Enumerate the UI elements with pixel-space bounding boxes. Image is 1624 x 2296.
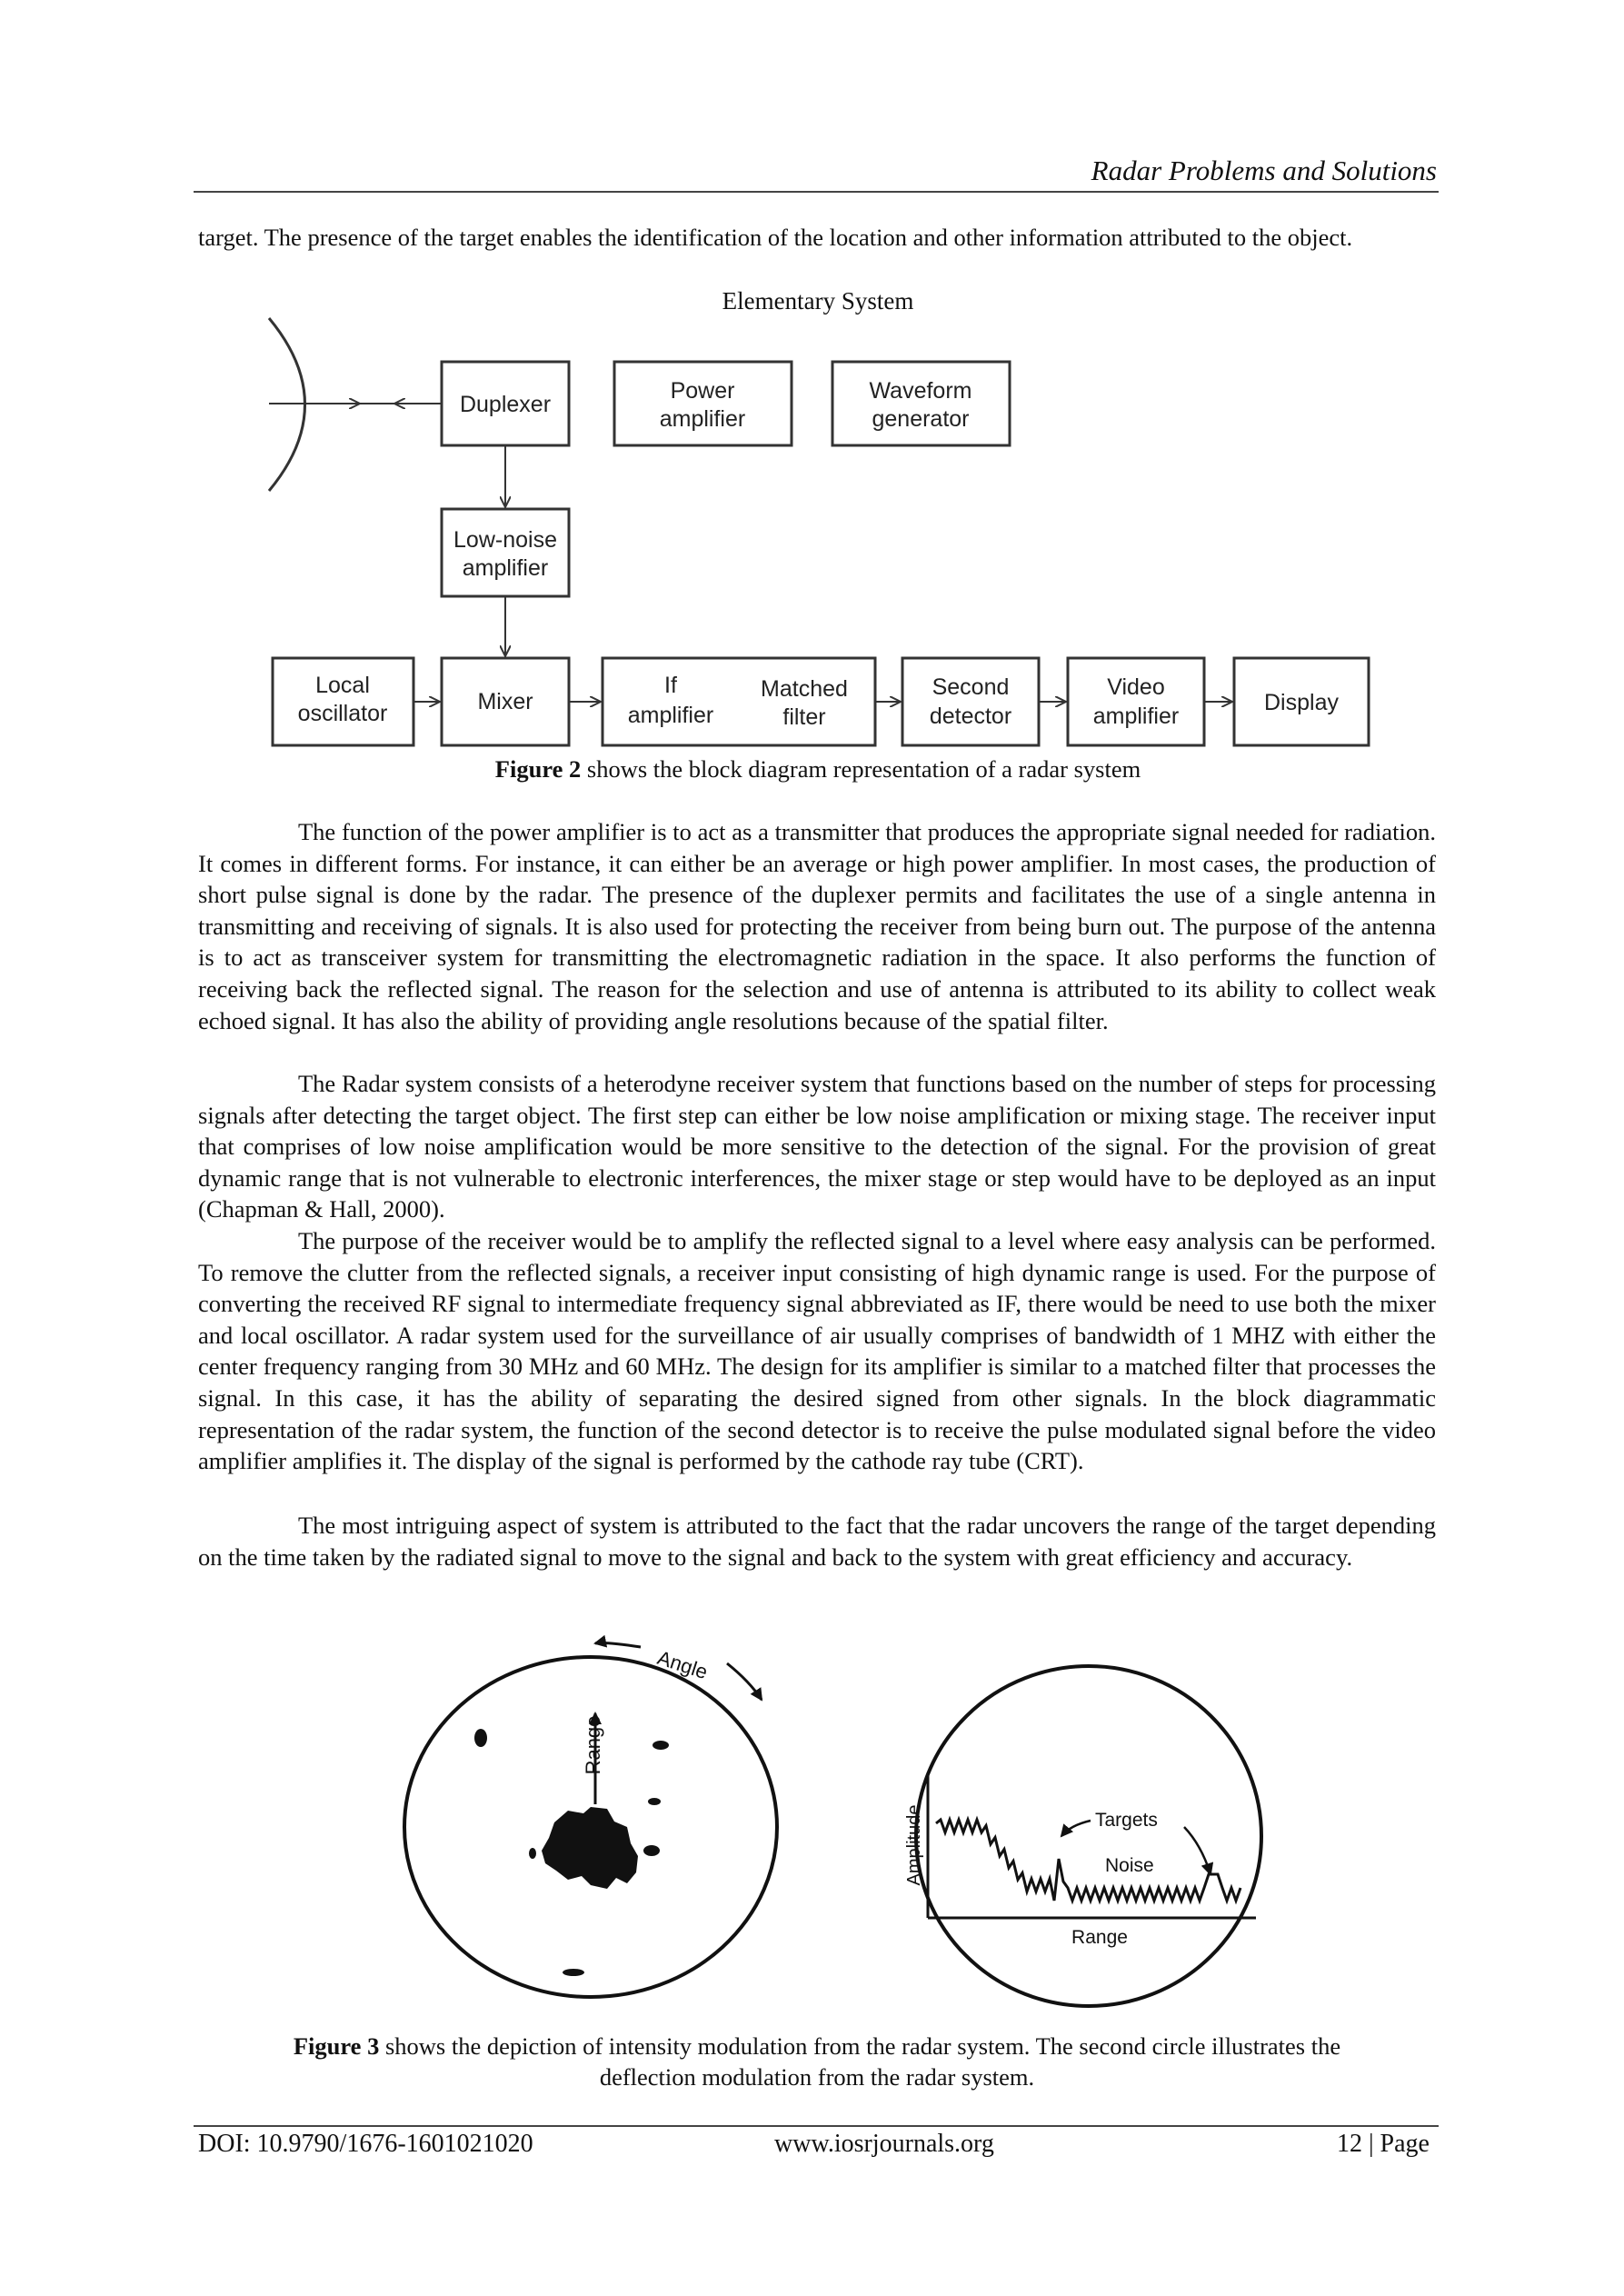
power-amplifier-label-2: amplifier: [659, 406, 746, 432]
targets-label: Targets: [1095, 1810, 1158, 1831]
figure3-caption: [198, 2031, 1436, 2092]
paragraph-range-detection: The most intriguing aspect of system is attributed to the fact that the radar uncovers the range of the target depending on the time taken by the radiated signal to move to the signal and back to the system with great efficiency and accuracy.: [198, 1512, 1436, 1571]
angle-arrow-left: [595, 1643, 641, 1648]
lna-label-2: amplifier: [462, 555, 549, 581]
paragraph-heterodyne-receiver: The Radar system consists of a heterodyne receiver system that functions based on the number of steps for processing signals after detecting the target object. The first step can either be low noise amplification or mixing stage. The receiver input that comprises of low noise amplification would be more sensitive to the detection of the signal. For the provision of great dynamic range that is not vulnerable to electronic interferences, the mixer stage or step would have to be deployed as an input (Chapman & Hall, 2000).: [198, 1070, 1436, 1223]
paragraph-power-amplifier: The function of the power amplifier is to act as a transmitter that produces the appropriate signal needed for radiation. It comes in different forms. For instance, it can either be an average or high power amplifier. In most cases, the production of short pulse signal is done by the radar. The presence of the duplexer permits and facilitates the use of a single antenna in transmitting and receiving of signals. It is also used for protecting the receiver from being burn out. The purpose of the antenna is to act as transceiver system for transmitting the electromagnetic radiation in the space. It also performs the function of receiving back the reflected signal. The reason for the selection and use of antenna is attributed to its ability to collect weak echoed signal. It has also the ability of providing angle resolutions because of the spatial filter.: [198, 818, 1436, 1034]
footer-rule: [194, 2125, 1439, 2127]
target-blob-main: [542, 1807, 638, 1889]
figure2-caption-text: shows the block diagram representation of a radar system: [581, 755, 1141, 783]
figure3-caption-label: Figure 3: [293, 2032, 380, 2060]
intro-text: target. The presence of the target enables the identification of the location and other information attributed to the object.: [198, 224, 1353, 251]
target-blob-3: [648, 1798, 661, 1805]
target-blob-5: [529, 1848, 536, 1859]
target-blob-4: [643, 1845, 660, 1856]
figure3-caption-text: shows the depiction of intensity modulation from the radar system. The second circle illustrates the: [379, 2032, 1341, 2060]
angle-arrow-right: [727, 1663, 762, 1700]
if-amplifier-label-1: If: [664, 673, 677, 698]
amplitude-label: Amplitude: [904, 1804, 924, 1886]
matched-filter-label-2: filter: [782, 704, 826, 730]
figure2-title: Elementary System: [722, 287, 914, 314]
video-amplifier-label-2: amplifier: [1092, 704, 1180, 729]
footer-page-number: 12 | Page: [1336, 2130, 1430, 2158]
targets-arrow-1: [1061, 1821, 1091, 1836]
duplexer-label: Duplexer: [459, 392, 552, 417]
figure3-caption-line2: deflection modulation from the radar system.: [599, 2063, 1035, 2091]
target-blob-2: [653, 1741, 669, 1750]
angle-label: Angle: [654, 1645, 711, 1684]
deflection-display-circle: [916, 1666, 1261, 2006]
second-detector-label-2: detector: [929, 704, 1012, 729]
second-detector-label-1: Second: [932, 674, 1010, 700]
footer-doi: DOI: 10.9790/1676-1601021020: [198, 2130, 533, 2158]
video-amplifier-label-1: Video: [1107, 674, 1165, 700]
if-amplifier-label-2: amplifier: [627, 703, 714, 728]
lna-label-1: Low-noise: [453, 527, 557, 553]
mixer-label: Mixer: [477, 689, 533, 714]
range-label-right: Range: [1071, 1927, 1128, 1948]
waveform-generator-label-2: generator: [872, 406, 970, 432]
matched-filter-label-1: Matched: [761, 676, 848, 702]
running-header-title: Radar Problems and Solutions: [1091, 155, 1437, 186]
paragraph-receiver-purpose: The purpose of the receiver would be to amplify the reflected signal to a level where easy analysis can be performed. To remove the clutter from the reflected signals, a receiver input consisting of high dynamic range is used. For the purpose of converting the received RF signal to intermediate frequency signal abbreviated as IF, there would be need to use both the mixer and local oscillator. A radar system used for the surveillance of air usually comprises of bandwidth of 1 MHZ with either the center frequency ranging from 30 MHz and 60 MHz. The design for its amplifier is similar to a matched filter that processes the signal. In this case, it has the ability of separating the desired signed from other signals. In the block diagrammatic representation of the radar system, the function of the second detector is to receive the pulse modulated signal before the video amplifier amplifies it. The display of the signal is performed by the cathode ray tube (CRT).: [198, 1227, 1436, 1475]
footer-website: www.iosrjournals.org: [774, 2130, 994, 2158]
local-oscillator-label-1: Local: [315, 673, 370, 698]
display-label: Display: [1264, 690, 1339, 715]
signal-trace: [936, 1820, 1240, 1901]
waveform-generator-label-1: Waveform: [869, 378, 972, 404]
figure2-caption-label: Figure 2: [494, 755, 582, 783]
targets-arrow-2: [1184, 1827, 1211, 1874]
power-amplifier-label-1: Power: [670, 378, 735, 404]
target-blob-6: [563, 1969, 584, 1976]
local-oscillator-label-2: oscillator: [297, 701, 388, 726]
noise-label: Noise: [1105, 1855, 1154, 1876]
target-blob-1: [474, 1729, 487, 1747]
range-label-left: Range: [582, 1715, 604, 1775]
